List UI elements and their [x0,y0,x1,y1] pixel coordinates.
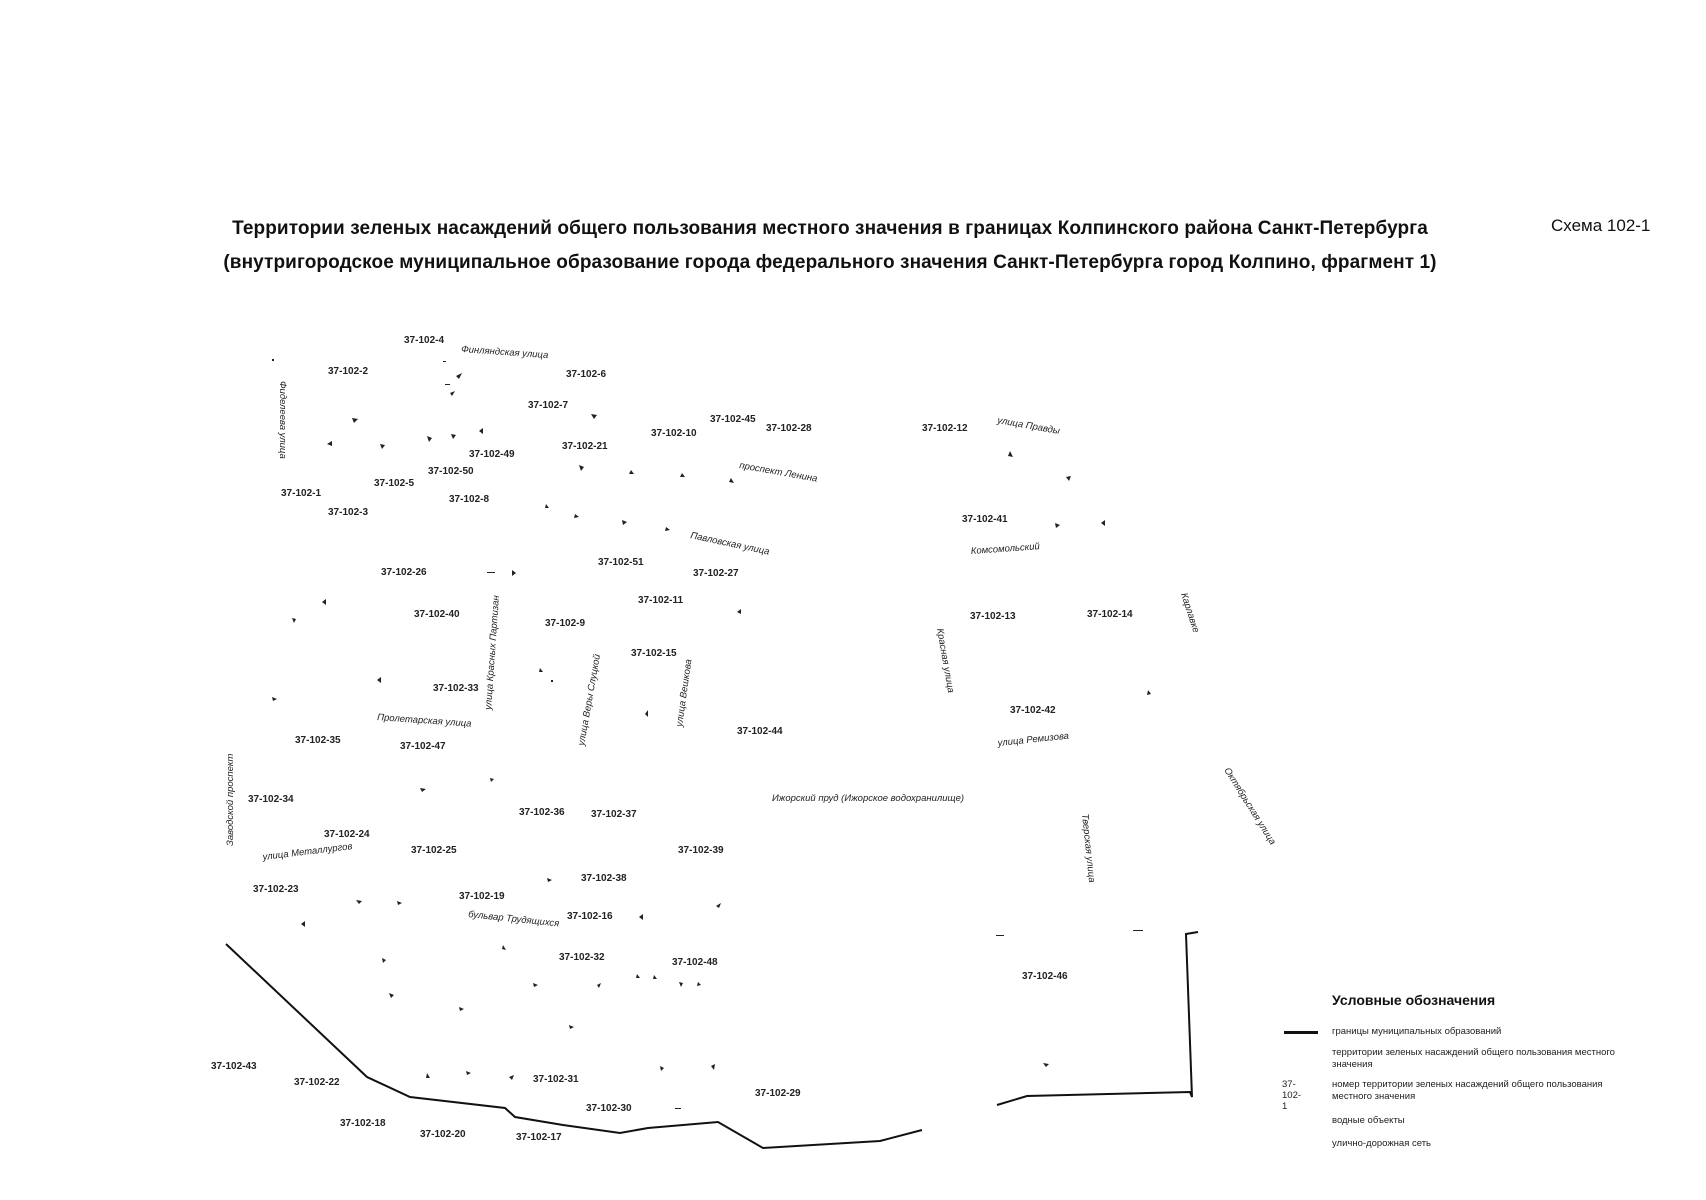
street-label: Фиделеева улица [277,381,288,459]
map-mark [352,418,358,423]
legend-item-text: водные объекты [1332,1115,1405,1126]
territory-code: 37-102-24 [324,829,370,840]
map-mark [272,359,274,361]
territory-code: 37-102-14 [1087,609,1133,620]
municipal-boundary-line [226,944,922,1148]
territory-code: 37-102-4 [404,335,445,346]
map-mark [737,609,741,614]
map-mark [487,572,495,573]
legend-item-text: улично-дорожная сеть [1332,1138,1432,1149]
territory-code: 37-102-9 [545,618,586,629]
street-label: Ижорский пруд (Ижорское водохранилище) [772,793,965,804]
territory-code: 37-102-8 [449,494,490,505]
map-mark [679,982,683,987]
territory-code: 37-102-50 [428,466,474,477]
territory-code: 37-102-49 [469,449,515,460]
scheme-label: Схема 102-1 [1551,216,1651,235]
map-mark [327,441,332,446]
territory-code: 37-102-46 [1022,971,1068,982]
map-mark [420,788,426,792]
street-label: Тверская улица [1079,813,1098,884]
territory-code: 37-102-28 [766,423,812,434]
street-label: Заводской проспект [225,753,236,846]
map-mark [579,465,584,471]
street-label: Красная улица [934,627,957,694]
territory-code: 37-102-7 [528,400,569,411]
territory-code: 37-102-17 [516,1132,562,1143]
map-mark [443,361,446,362]
territory-code: 37-102-48 [672,957,718,968]
map-mark [597,983,601,988]
map-mark [301,921,305,927]
territory-code: 37-102-30 [586,1103,632,1114]
territory-code: 37-102-5 [374,478,415,489]
street-label: Карлавке [1178,591,1202,635]
map-mark [377,677,381,683]
map-mark [479,428,483,434]
map-mark [292,618,296,623]
territory-code: 37-102-44 [737,726,783,737]
territory-code: 37-102-47 [400,741,446,752]
legend-code-sample: 37-102-1 [1282,1079,1302,1112]
map-mark [697,982,701,986]
territory-code: 37-102-18 [340,1118,386,1129]
map-mark [356,900,362,904]
street-label: бульвар Трудящихся [467,909,560,930]
map-mark [645,710,648,717]
territory-code: 37-102-51 [598,557,644,568]
territory-code: 37-102-16 [567,911,613,922]
legend-item-text: границы муниципальных образований [1332,1026,1502,1037]
title-line-1: Территории зеленых насаждений общего пользования местного значения в границах Колпинского района Санкт-Петербурга [232,218,1428,239]
map-mark [569,1025,574,1029]
territory-code: 37-102-10 [651,428,697,439]
map-mark [653,975,657,979]
map-mark [466,1071,471,1075]
territory-code: 37-102-29 [755,1088,801,1099]
map-mark [639,914,643,920]
legend-item-text: территории зеленых насаждений общего пользования местного значения [1332,1047,1615,1070]
map-mark [389,993,394,998]
territory-code: 37-102-23 [253,884,299,895]
map-mark [665,527,670,531]
map-mark [551,680,553,682]
legend-item-text: номер территории зеленых насаждений общего пользования местного значения [1332,1079,1603,1102]
map-mark [380,444,385,449]
street-label: улица Правды [996,415,1061,437]
street-label: проспект Ленина [738,460,819,485]
title-line-2: (внутригородское муниципальное образование города федерального значения Санкт-Петербурга город Колпино, фрагмент 1) [223,252,1437,273]
territory-code: 37-102-36 [519,807,565,818]
municipal-boundary-line-east [997,932,1198,1105]
territory-code: 37-102-6 [566,369,607,380]
map-mark [636,974,640,978]
street-label: Финляндская улица [460,344,549,362]
map-mark [1066,476,1071,481]
territory-code: 37-102-38 [581,873,627,884]
map-mark [512,570,516,576]
map-mark [502,945,506,950]
legend-title: Условные обозначения [1332,992,1496,1008]
territory-labels [211,335,1133,1143]
map-mark [397,901,402,905]
territory-code: 37-102-35 [295,735,341,746]
map-mark [490,778,494,782]
map-mark [547,878,552,882]
map-mark [1055,523,1060,528]
map-mark [660,1066,664,1071]
territory-code: 37-102-31 [533,1074,579,1085]
map-mark [322,599,326,605]
map-mark [629,470,634,474]
map-mark [545,504,549,508]
territory-code: 37-102-2 [328,366,369,377]
map-mark [451,434,456,439]
map-mark [1147,690,1151,695]
territory-code: 37-102-37 [591,809,637,820]
map-mark [539,668,543,672]
map-mark [450,391,455,396]
map-mark [1043,1063,1049,1067]
map-mark [456,373,462,379]
map-mark [272,697,277,701]
street-label: Комсомольский [970,541,1041,557]
map-mark [591,414,597,419]
territory-code: 37-102-43 [211,1061,257,1072]
map-mark [622,520,627,525]
street-label: Павловская улица [689,530,771,558]
territory-code: 37-102-45 [710,414,756,425]
map-mark [509,1075,514,1080]
street-label: улица Красных Партизан [483,594,502,711]
street-label: улица Вешкова [674,658,695,728]
map-mark [459,1007,464,1011]
territory-code: 37-102-41 [962,514,1008,525]
map-mark [716,903,721,908]
map-mark [427,436,432,442]
map-mark [675,1108,681,1109]
map-mark [1133,930,1143,931]
map-marks [272,359,1151,1109]
territory-code: 37-102-39 [678,845,724,856]
street-label: улица Веры Слуцкой [576,653,604,747]
territory-code: 37-102-34 [248,794,294,805]
map-mark [729,478,734,483]
legend-boundary-symbol [1284,1031,1318,1034]
territory-code: 37-102-3 [328,507,369,518]
map-mark [1008,451,1013,457]
territory-code: 37-102-25 [411,845,457,856]
territory-code: 37-102-20 [420,1129,466,1140]
territory-code: 37-102-21 [562,441,608,452]
map-mark [445,384,450,385]
map-mark [574,514,579,518]
territory-code: 37-102-1 [281,488,322,499]
territory-code: 37-102-26 [381,567,427,578]
territory-code: 37-102-33 [433,683,479,694]
territory-code: 37-102-40 [414,609,460,620]
street-label: Октябрьская улица [1221,765,1278,847]
street-labels [225,344,1278,930]
territory-code: 37-102-15 [631,648,677,659]
map-mark [533,983,538,987]
territory-code: 37-102-27 [693,568,739,579]
territory-code: 37-102-22 [294,1077,340,1088]
map-mark [1101,520,1105,526]
map-mark [680,473,685,477]
territory-code: 37-102-12 [922,423,968,434]
map-mark [996,935,1004,936]
territory-code: 37-102-32 [559,952,605,963]
territory-code: 37-102-42 [1010,705,1056,716]
territory-code: 37-102-19 [459,891,505,902]
street-label: улица Металлургов [262,841,353,863]
street-label: Пролетарская улица [376,712,472,730]
map-mark [382,958,386,963]
street-label: улица Ремизова [997,730,1070,749]
territory-code: 37-102-11 [638,595,684,606]
map-mark [426,1073,430,1078]
territory-code: 37-102-13 [970,611,1016,622]
map-mark [711,1064,715,1070]
